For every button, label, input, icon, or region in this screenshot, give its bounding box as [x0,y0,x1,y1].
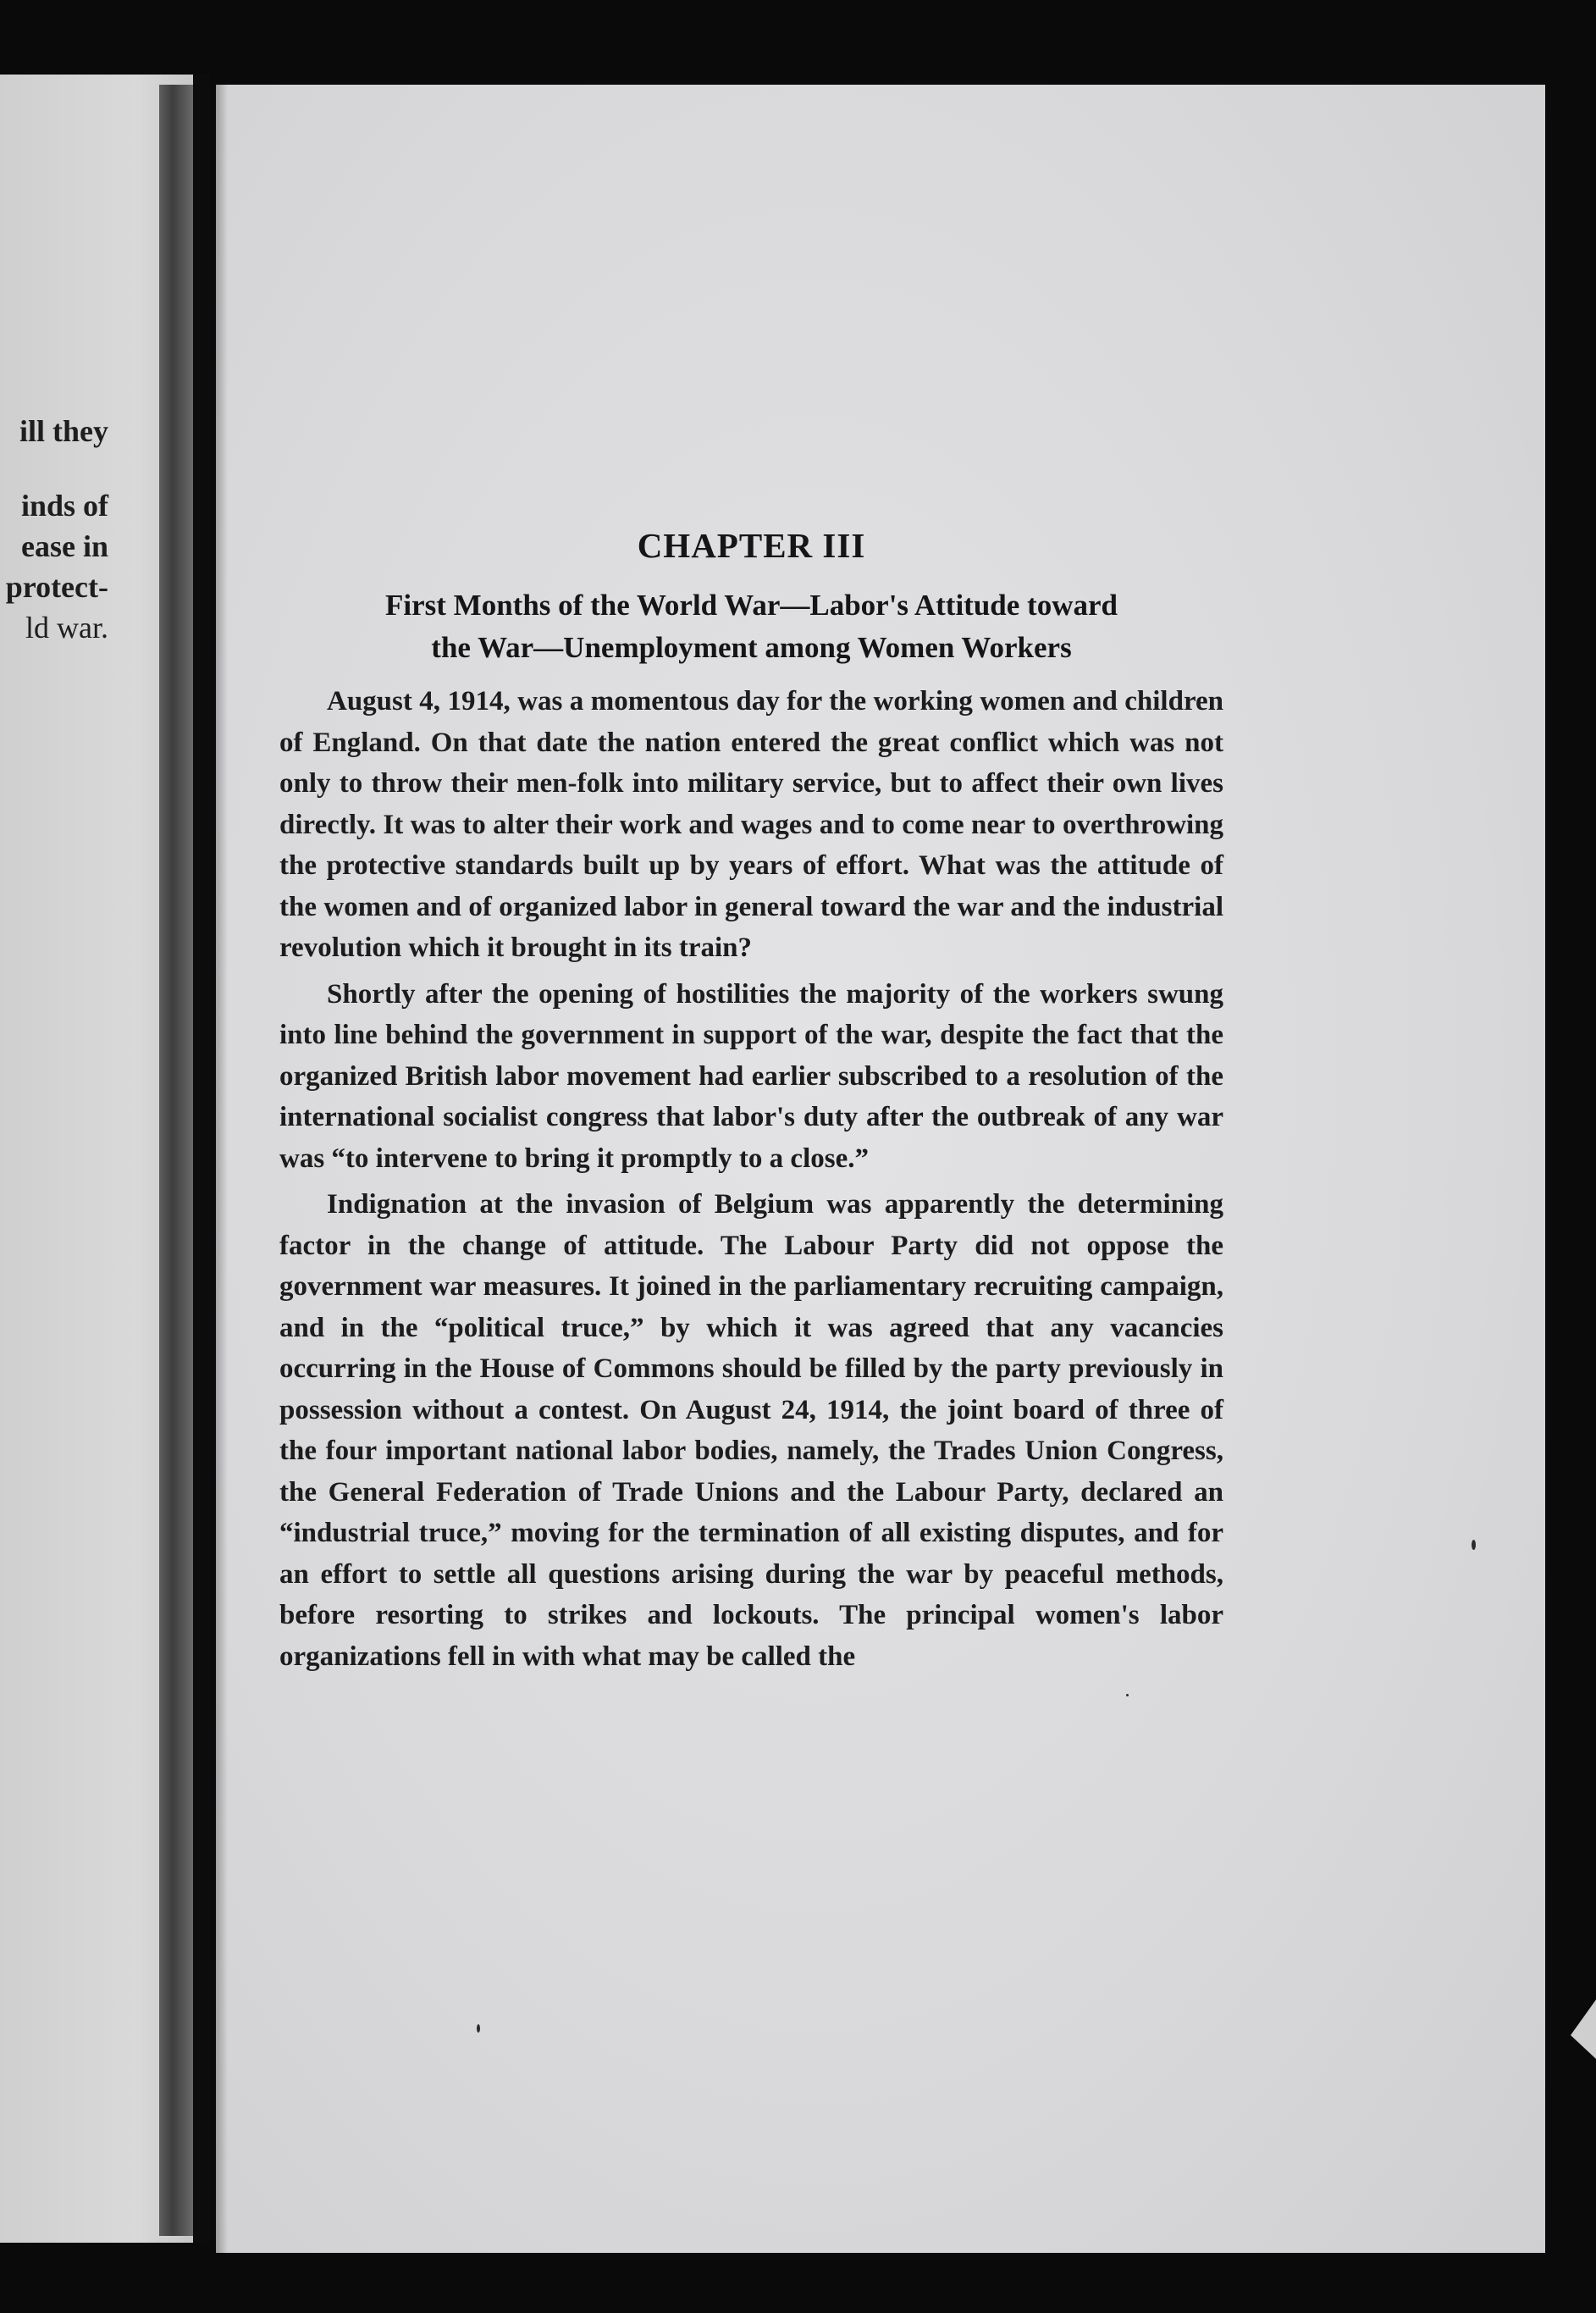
left-page-fragment: ld war. [25,611,108,645]
scan-speck [1126,1694,1129,1696]
chapter-subtitle-line: the War—Unemployment among Women Workers [431,631,1072,664]
scan-speck [477,2024,480,2033]
scan-corner-shadow [1545,1890,1596,1991]
body-paragraph: August 4, 1914, was a momentous day for the working women and children of England. On that date the nation entered the great conflict which was not only to throw their men-folk into military service, but to affect their own lives directly. It was to alter their work and wages and to come near to overthrowing the protective standards built up by years of effort. What was the attitude of the women and of organized labor in general toward the war and the industrial revolution which it brought in its train? [279,686,1223,963]
chapter-subtitle-line: First Months of the World War—Labor's Attitude toward [385,589,1118,622]
left-page-fragment: ease in [21,529,108,563]
page-edge-shadow [216,85,228,2253]
chapter-text-block [279,525,1223,1682]
left-page-fragment: ill they [19,414,108,448]
chapter-subtitle [279,584,1223,669]
left-page-fragment: protect- [5,570,108,604]
body-paragraph: Shortly after the opening of hostilities the majority of the workers swung into line behind the government in support of the war, despite the fact that the organized British labor movement had earlier subscribed to a resolution of the international socialist congress that labor's duty after the outbreak of any war was “to intervene to bring it promptly to a close.” [279,978,1223,1174]
body-paragraph: Indignation at the invasion of Belgium was apparently the determining factor in the change of attitude. The Labour Party did not oppose the government war measures. It joined in the parliamentary recruiting campaign, and in the “political truce,” by which it was agreed that any vacancies occurring in the House of Commons should be filled by the party previously in possession without a contest. On August 24, 1914, the joint board of three of the four important national labor bodies, namely, the Trades Union Congress, the General Federation of Trade Unions and the Labour Party, declared an “industrial truce,” moving for the termination of all existing disputes, and for an effort to settle all questions arising during the war by peaceful methods, before resorting to strikes and lockouts. The principal women's labor organizations fell in with what may be called the [279,1189,1223,1672]
chapter-heading: CHAPTER III [637,526,866,565]
left-page-fragment: inds of [20,489,108,523]
scan-speck [1472,1540,1476,1550]
page-gutter [193,75,210,2243]
book-spine-shadow [159,85,193,2236]
